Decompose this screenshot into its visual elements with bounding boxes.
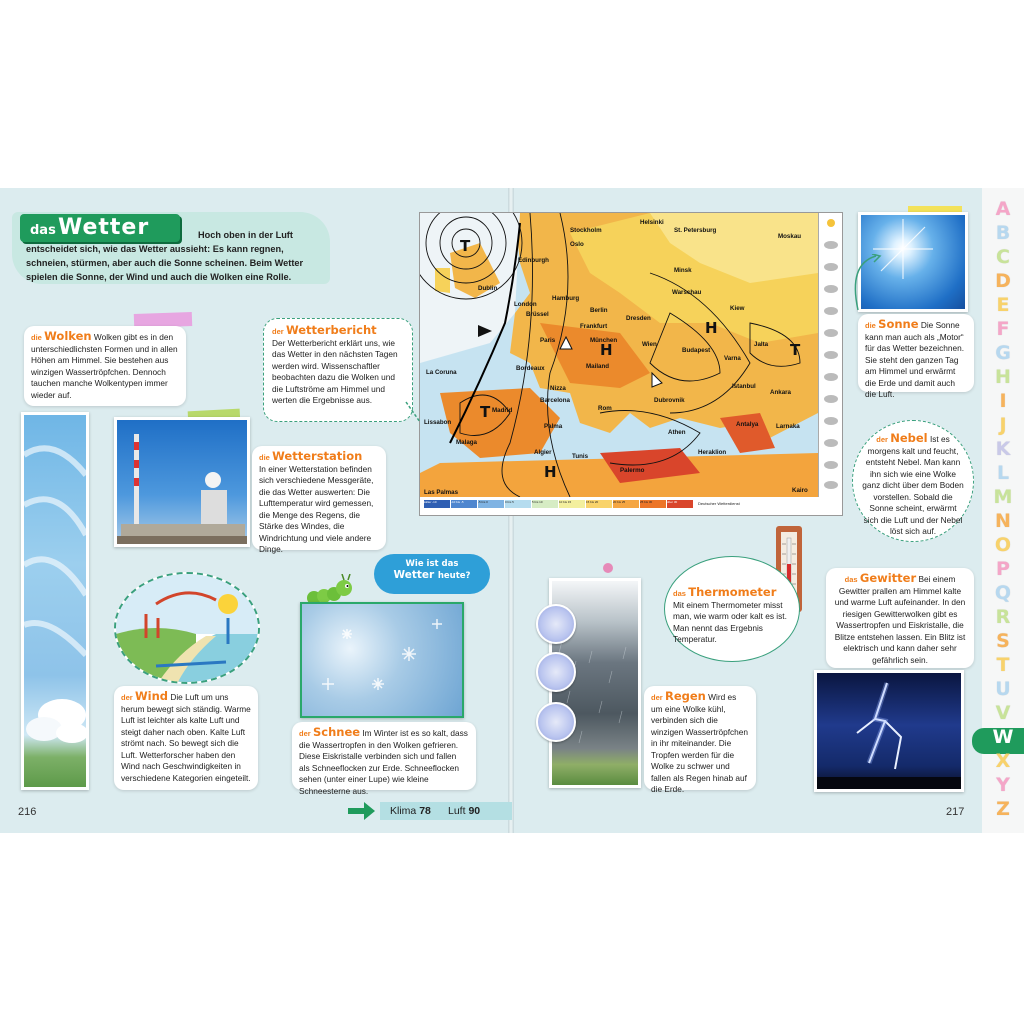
city-label: Paris — [540, 337, 556, 344]
lightning-bolt-graphic — [817, 673, 961, 789]
sonne-term: Sonne — [878, 317, 919, 331]
wind-diagram-graphic — [116, 574, 260, 684]
city-label: Madrid — [492, 407, 513, 414]
city-label: Mailand — [586, 363, 610, 370]
weather-symbols-graphic — [819, 213, 843, 497]
lightning-image — [814, 670, 964, 792]
snowflakes-graphic — [302, 604, 462, 716]
alphabet-letter-d[interactable]: D — [995, 270, 1011, 292]
curved-arrow-icon — [846, 254, 886, 314]
regen-article: der — [651, 693, 663, 702]
city-label: Moskau — [778, 233, 802, 240]
ref-klima[interactable] — [390, 805, 431, 817]
weather-station-image — [114, 417, 250, 547]
snow-crystals-image — [300, 602, 464, 718]
legend-swatch: 15 bis 20 — [586, 500, 612, 508]
wetterstation-article: die — [259, 453, 270, 462]
thermometer-article: das — [673, 589, 686, 598]
alphabet-letter-w[interactable]: W — [992, 726, 1014, 748]
city-label: Athen — [668, 429, 686, 436]
thermometer-text: Mit einem Thermometer misst man, wie warm oder kalt es ist. Man nennt das Ergebnis Temperatur. — [673, 599, 787, 644]
legend-swatch: 25 bis 30 — [640, 500, 666, 508]
alphabet-letter-x[interactable]: X — [995, 750, 1011, 772]
thermometer-term: Thermometer — [688, 585, 777, 599]
page-number-left: 216 — [18, 806, 37, 818]
city-label: St. Petersburg — [674, 227, 717, 234]
raindrop-magnifier — [536, 652, 576, 692]
city-label: La Coruna — [426, 369, 457, 376]
city-label: Dresden — [626, 315, 651, 322]
alphabet-letter-s[interactable]: S — [996, 630, 1010, 652]
gewitter-term: Gewitter — [859, 571, 917, 585]
legend-swatch: über 30 — [667, 500, 693, 508]
schnee-term: Schnee — [312, 725, 361, 739]
schnee-card — [292, 722, 476, 796]
city-label: Palma — [544, 423, 563, 430]
alphabet-letter-j[interactable]: J — [999, 414, 1007, 436]
alphabet-letter-q[interactable]: Q — [994, 582, 1012, 604]
legend-swatch: 20 bis 25 — [613, 500, 639, 508]
alphabet-letters — [982, 198, 1024, 824]
city-label: Istanbul — [732, 383, 756, 390]
alphabet-letter-f[interactable]: F — [996, 318, 1010, 340]
gewitter-card — [826, 568, 974, 668]
city-label: Minsk — [674, 267, 692, 274]
city-label: Tunis — [572, 453, 589, 460]
city-label: Jalta — [754, 341, 769, 348]
legend-swatch: 10 bis 15 — [559, 500, 585, 508]
city-label: Kiew — [730, 305, 745, 312]
regen-term: Regen — [664, 689, 706, 703]
alphabet-letter-p[interactable]: P — [996, 558, 1010, 580]
city-label: Larnaka — [776, 423, 800, 430]
alphabet-letter-b[interactable]: B — [995, 222, 1011, 244]
thermometer-bubble — [664, 556, 800, 662]
alphabet-letter-m[interactable]: M — [993, 486, 1013, 508]
wetterstation-text: In einer Wetterstation befinden sich verschiedene Messgeräte, die das Wetter auswerten: Die Lufttemperatur wird gemessen, die Menge des Regens, die Stärke des Windes, die Windrichtung und viele andere Dinge. — [259, 463, 374, 554]
city-label: Budapest — [682, 347, 711, 354]
city-label: Oslo — [570, 241, 584, 248]
question-line2: heute? — [437, 571, 471, 581]
alphabet-letter-i[interactable]: I — [999, 390, 1007, 412]
city-label: Stockholm — [570, 227, 602, 234]
raindrop-magnifier — [536, 604, 576, 644]
svg-text:H: H — [600, 341, 613, 359]
city-label: Rom — [598, 405, 612, 412]
question-line1: Wie ist das — [405, 559, 459, 569]
sonne-card — [858, 314, 974, 399]
wolken-text: Wolken gibt es in den unterschiedlichsten Formen und in allen Höhen am Himmel. Sie bestehen aus winzigen Wassertröpfchen. Dennoch tauchen manche Wolkentypen immer wieder auf. — [31, 332, 178, 400]
pushpin-icon — [603, 563, 613, 573]
city-label: Berlin — [590, 307, 608, 314]
city-label: Warschau — [672, 289, 702, 296]
ref2-page: 90 — [468, 805, 481, 817]
city-label: München — [590, 337, 618, 344]
legend-note: Deutscher Wetterdienst — [698, 501, 740, 506]
city-label: Brüssel — [526, 311, 549, 318]
raindrop-magnifier — [536, 702, 576, 742]
wolken-term: Wolken — [44, 329, 92, 343]
page-number-right: 217 — [946, 806, 965, 818]
nebel-article: der — [876, 435, 888, 444]
legend-swatch: -5 bis 0 — [478, 500, 504, 508]
wind-card — [114, 686, 258, 790]
alphabet-letter-z[interactable]: Z — [996, 798, 1010, 820]
wolken-article: die — [31, 333, 42, 342]
nebel-text: Ist es morgens kalt und feucht, entsteht Nebel. Man kann ihn sich wie eine Wolke ganz dicht über dem Boden vorstellen. Sobald die Sonne scheint, erwärmt sich die Luft und der Nebel löst sich auf. — [862, 434, 964, 536]
wind-circle — [114, 572, 260, 684]
city-label: Bordeaux — [516, 365, 545, 372]
ref1-label: Klima — [390, 805, 417, 817]
question-word: Wetter — [393, 569, 435, 581]
wetterbericht-article: der — [272, 327, 284, 336]
city-label: Varna — [724, 355, 741, 362]
alphabet-letter-h[interactable]: H — [995, 366, 1011, 388]
svg-text:T: T — [460, 237, 471, 255]
question-bubble — [374, 554, 490, 594]
city-label: Wien — [642, 341, 657, 348]
nebel-term: Nebel — [890, 431, 928, 445]
alphabet-letter-v[interactable]: V — [995, 702, 1011, 724]
alphabet-letter-t[interactable]: T — [996, 654, 1010, 676]
schnee-article: der — [299, 729, 311, 738]
clouds-sky-image — [21, 412, 89, 790]
title-article: das — [30, 223, 56, 238]
gewitter-article: das — [844, 575, 858, 584]
weather-map-graphic — [420, 213, 818, 497]
alphabet-letter-g[interactable]: G — [995, 342, 1011, 364]
intro-text: Hoch oben in der Luft entscheidet sich, wie das Wetter aussieht: Es kann regnen, schneien, stürmen, aber auch die Sonne scheinen. Beim Wetter spielen die Sonne, der Wind und auch die Wolken eine Rolle. — [26, 230, 304, 282]
legend-swatch: 5 bis 10 — [532, 500, 558, 508]
alphabet-letter-n[interactable]: N — [995, 510, 1011, 532]
alphabet-letter-c[interactable]: C — [996, 246, 1010, 268]
alphabet-letter-l[interactable]: L — [996, 462, 1010, 484]
city-label: Ankara — [770, 389, 791, 396]
svg-text:H: H — [705, 319, 718, 337]
ref-luft[interactable] — [448, 805, 480, 817]
wetterstation-term: Wetterstation — [272, 449, 363, 463]
sonne-text: Die Sonne kann man auch als „Motor“ für das Wetter bezeichnen. Sie steht den ganzen Tag am Himmel und erwärmt die Erde und damit auch die Luft. — [865, 320, 965, 399]
regen-text: Wird es um eine Wolke kühl, verbinden sich die winzigen Wassertröpfchen in ihr miteinander. Die Tropfen werden für die Wolke zu schwer und fallen als Regen hinab auf die Erde. — [651, 692, 748, 794]
wetterstation-card — [252, 446, 386, 554]
wolken-card — [24, 326, 186, 406]
ref1-page: 78 — [419, 805, 431, 817]
wetterbericht-bubble — [263, 318, 413, 422]
bubble-pointer — [404, 400, 424, 430]
legend-swatch: kälter -10 — [424, 500, 450, 508]
legend-swatch: -10 bis -5 — [451, 500, 477, 508]
gewitter-text: Bei einem Gewitter prallen am Himmel kalte und warme Luft aufeinander. In den riesigen Gewitterwolken gibt es Wassertropfen und Eiskristalle, die Blitze entstehen lassen. Ein Blitz ist elektrisch und kann daher sehr gefährlich sein. — [834, 574, 966, 665]
city-label: Barcelona — [540, 397, 570, 404]
city-label: Antalya — [736, 421, 759, 428]
page-title: Wetter — [58, 215, 150, 240]
weather-map — [419, 212, 843, 516]
alphabet-letter-u[interactable]: U — [995, 678, 1011, 700]
legend-swatch: 0 bis 5 — [505, 500, 531, 508]
wind-text: Die Luft um uns herum bewegt sich ständig. Warme Luft ist leichter als kalte Luft und steigt daher nach oben. Kalte Luft strömt nach. So bewegt sich die Luft. Wetterforscher haben den Wind nach Geschwindigkeiten in verschiedene Kategorien eingeteilt. — [121, 692, 251, 783]
sonne-article: die — [865, 321, 876, 330]
alphabet-letter-a[interactable]: A — [995, 198, 1011, 220]
wind-term: Wind — [134, 689, 169, 703]
wetterbericht-text: Der Wetterbericht erklärt uns, wie das Wetter in den nächsten Tagen werden wird. Wissenschaftler beobachten dazu die Wolken und die Luftströme am Himmel und werten die Ergebnisse aus. — [272, 337, 398, 405]
nebel-bubble — [852, 420, 974, 542]
city-label: Edinburgh — [518, 257, 549, 264]
city-label: Las Palmas — [424, 489, 459, 496]
alphabet-letter-r[interactable]: R — [995, 606, 1011, 628]
city-label: Helsinki — [640, 219, 664, 226]
cloud-streaks-graphic — [24, 415, 86, 787]
wetterbericht-term: Wetterbericht — [285, 323, 377, 337]
schnee-text: Im Winter ist es so kalt, dass die Wassertropfen in den Wolken gefrieren. Diese Eiskristalle verbinden sich und fallen als Schneeflocken zur Erde. Schneeflocken sehen (unter einer Lupe) wie kleine Schneesterne aus. — [299, 728, 468, 796]
alphabet-letter-k[interactable]: K — [995, 438, 1011, 460]
svg-text:H: H — [544, 463, 557, 481]
city-label: Dublin — [478, 285, 498, 292]
wind-article: der — [121, 693, 133, 702]
ref2-label: Luft — [448, 805, 466, 817]
city-label: Kairo — [792, 487, 808, 494]
map-symbol-strip — [818, 213, 843, 497]
city-label: Malaga — [456, 439, 477, 446]
regen-card — [644, 686, 756, 794]
city-label: Palermo — [620, 467, 645, 474]
map-legend — [424, 500, 836, 512]
svg-text:T: T — [790, 341, 801, 359]
svg-text:T: T — [480, 403, 491, 421]
alphabet-letter-y[interactable]: Y — [996, 774, 1010, 796]
weather-station-graphic — [117, 420, 247, 544]
city-label: Algier — [534, 449, 552, 456]
city-label: Lissabon — [424, 419, 452, 426]
city-label: Nizza — [550, 385, 566, 392]
city-label: London — [514, 301, 537, 308]
city-label: Hamburg — [552, 295, 580, 302]
city-label: Heraklion — [698, 449, 727, 456]
city-label: Dubrovnik — [654, 397, 685, 404]
alphabet-letter-o[interactable]: O — [994, 534, 1012, 556]
arrow-right-icon[interactable] — [348, 801, 376, 821]
alphabet-letter-e[interactable]: E — [996, 294, 1010, 316]
city-label: Frankfurt — [580, 323, 608, 330]
